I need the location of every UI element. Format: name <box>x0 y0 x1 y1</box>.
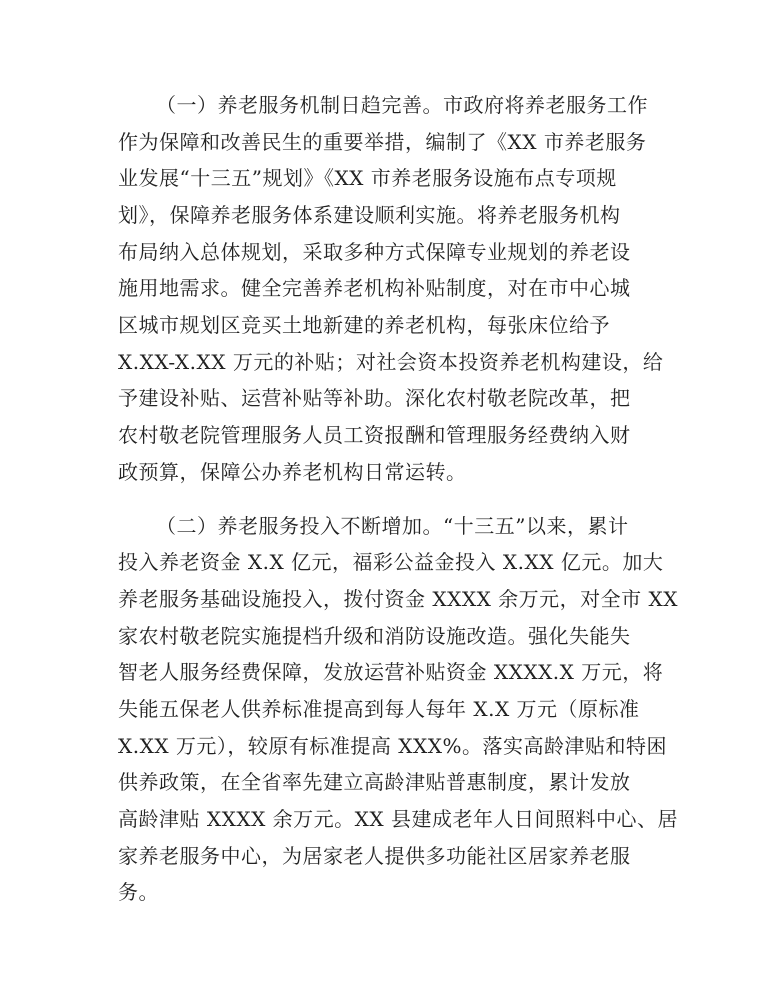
paragraph-line: 智老人服务经费保障，发放运营补贴资金 XXXX.X 万元，将 <box>118 660 664 684</box>
paragraph-line: 施用地需求。健全完善养老机构补贴制度，对在市中心城 <box>118 276 631 300</box>
paragraph-line: （二）养老服务投入不断增加。“十三五”以来，累计 <box>156 514 629 538</box>
paragraph-line: 业发展“十三五”规划》《XX 市养老服务设施布点专项规 <box>118 166 617 190</box>
paragraph-line: 高龄津贴 XXXX 余万元。XX 县建成老年人日间照料中心、居 <box>118 807 679 831</box>
paragraph-line: 划》，保障养老服务体系建设顺利实施。将养老服务机构 <box>118 203 621 227</box>
paragraph-line: 失能五保老人供养标准提高到每人每年 X.X 万元（原标准 <box>118 697 640 721</box>
paragraph-line: 家养老服务中心，为居家老人提供多功能社区居家养老服 <box>118 844 631 868</box>
paragraph-line: 作为保障和改善民生的重要举措，编制了《XX 市养老服务 <box>118 130 647 154</box>
paragraph-line: 养老服务基础设施投入，拨付资金 XXXX 余万元，对全市 XX <box>118 587 679 611</box>
paragraph-line: 政预算，保障公办养老机构日常运转。 <box>118 460 467 484</box>
paragraph-line: 投入养老资金 X.X 亿元，福彩公益金投入 X.XX 亿元。加大 <box>118 550 664 574</box>
paragraph-line: （一）养老服务机制日趋完善。市政府将养老服务工作 <box>156 93 648 117</box>
paragraph-line: 供养政策，在全省率先建立高龄津贴普惠制度，累计发放 <box>118 770 631 794</box>
paragraph-line: 务。 <box>118 880 159 904</box>
paragraph-line: 农村敬老院管理服务人员工资报酬和管理服务经费纳入财 <box>118 423 631 447</box>
paragraph-line: 予建设补贴、运营补贴等补助。深化农村敬老院改革，把 <box>118 386 631 410</box>
paragraph-line: X.XX 万元），较原有标准提高 XXX%。落实高龄津贴和特困 <box>118 734 668 758</box>
paragraph-line: 区城市规划区竞买土地新建的养老机构，每张床位给予 <box>118 313 610 337</box>
paragraph-line: X.XX-X.XX 万元的补贴；对社会资本投资养老机构建设，给 <box>118 350 664 374</box>
paragraph-line: 家农村敬老院实施提档升级和消防设施改造。强化失能失 <box>118 624 631 648</box>
paragraph-line: 布局纳入总体规划，采取多种方式保障专业规划的养老设 <box>118 240 631 264</box>
